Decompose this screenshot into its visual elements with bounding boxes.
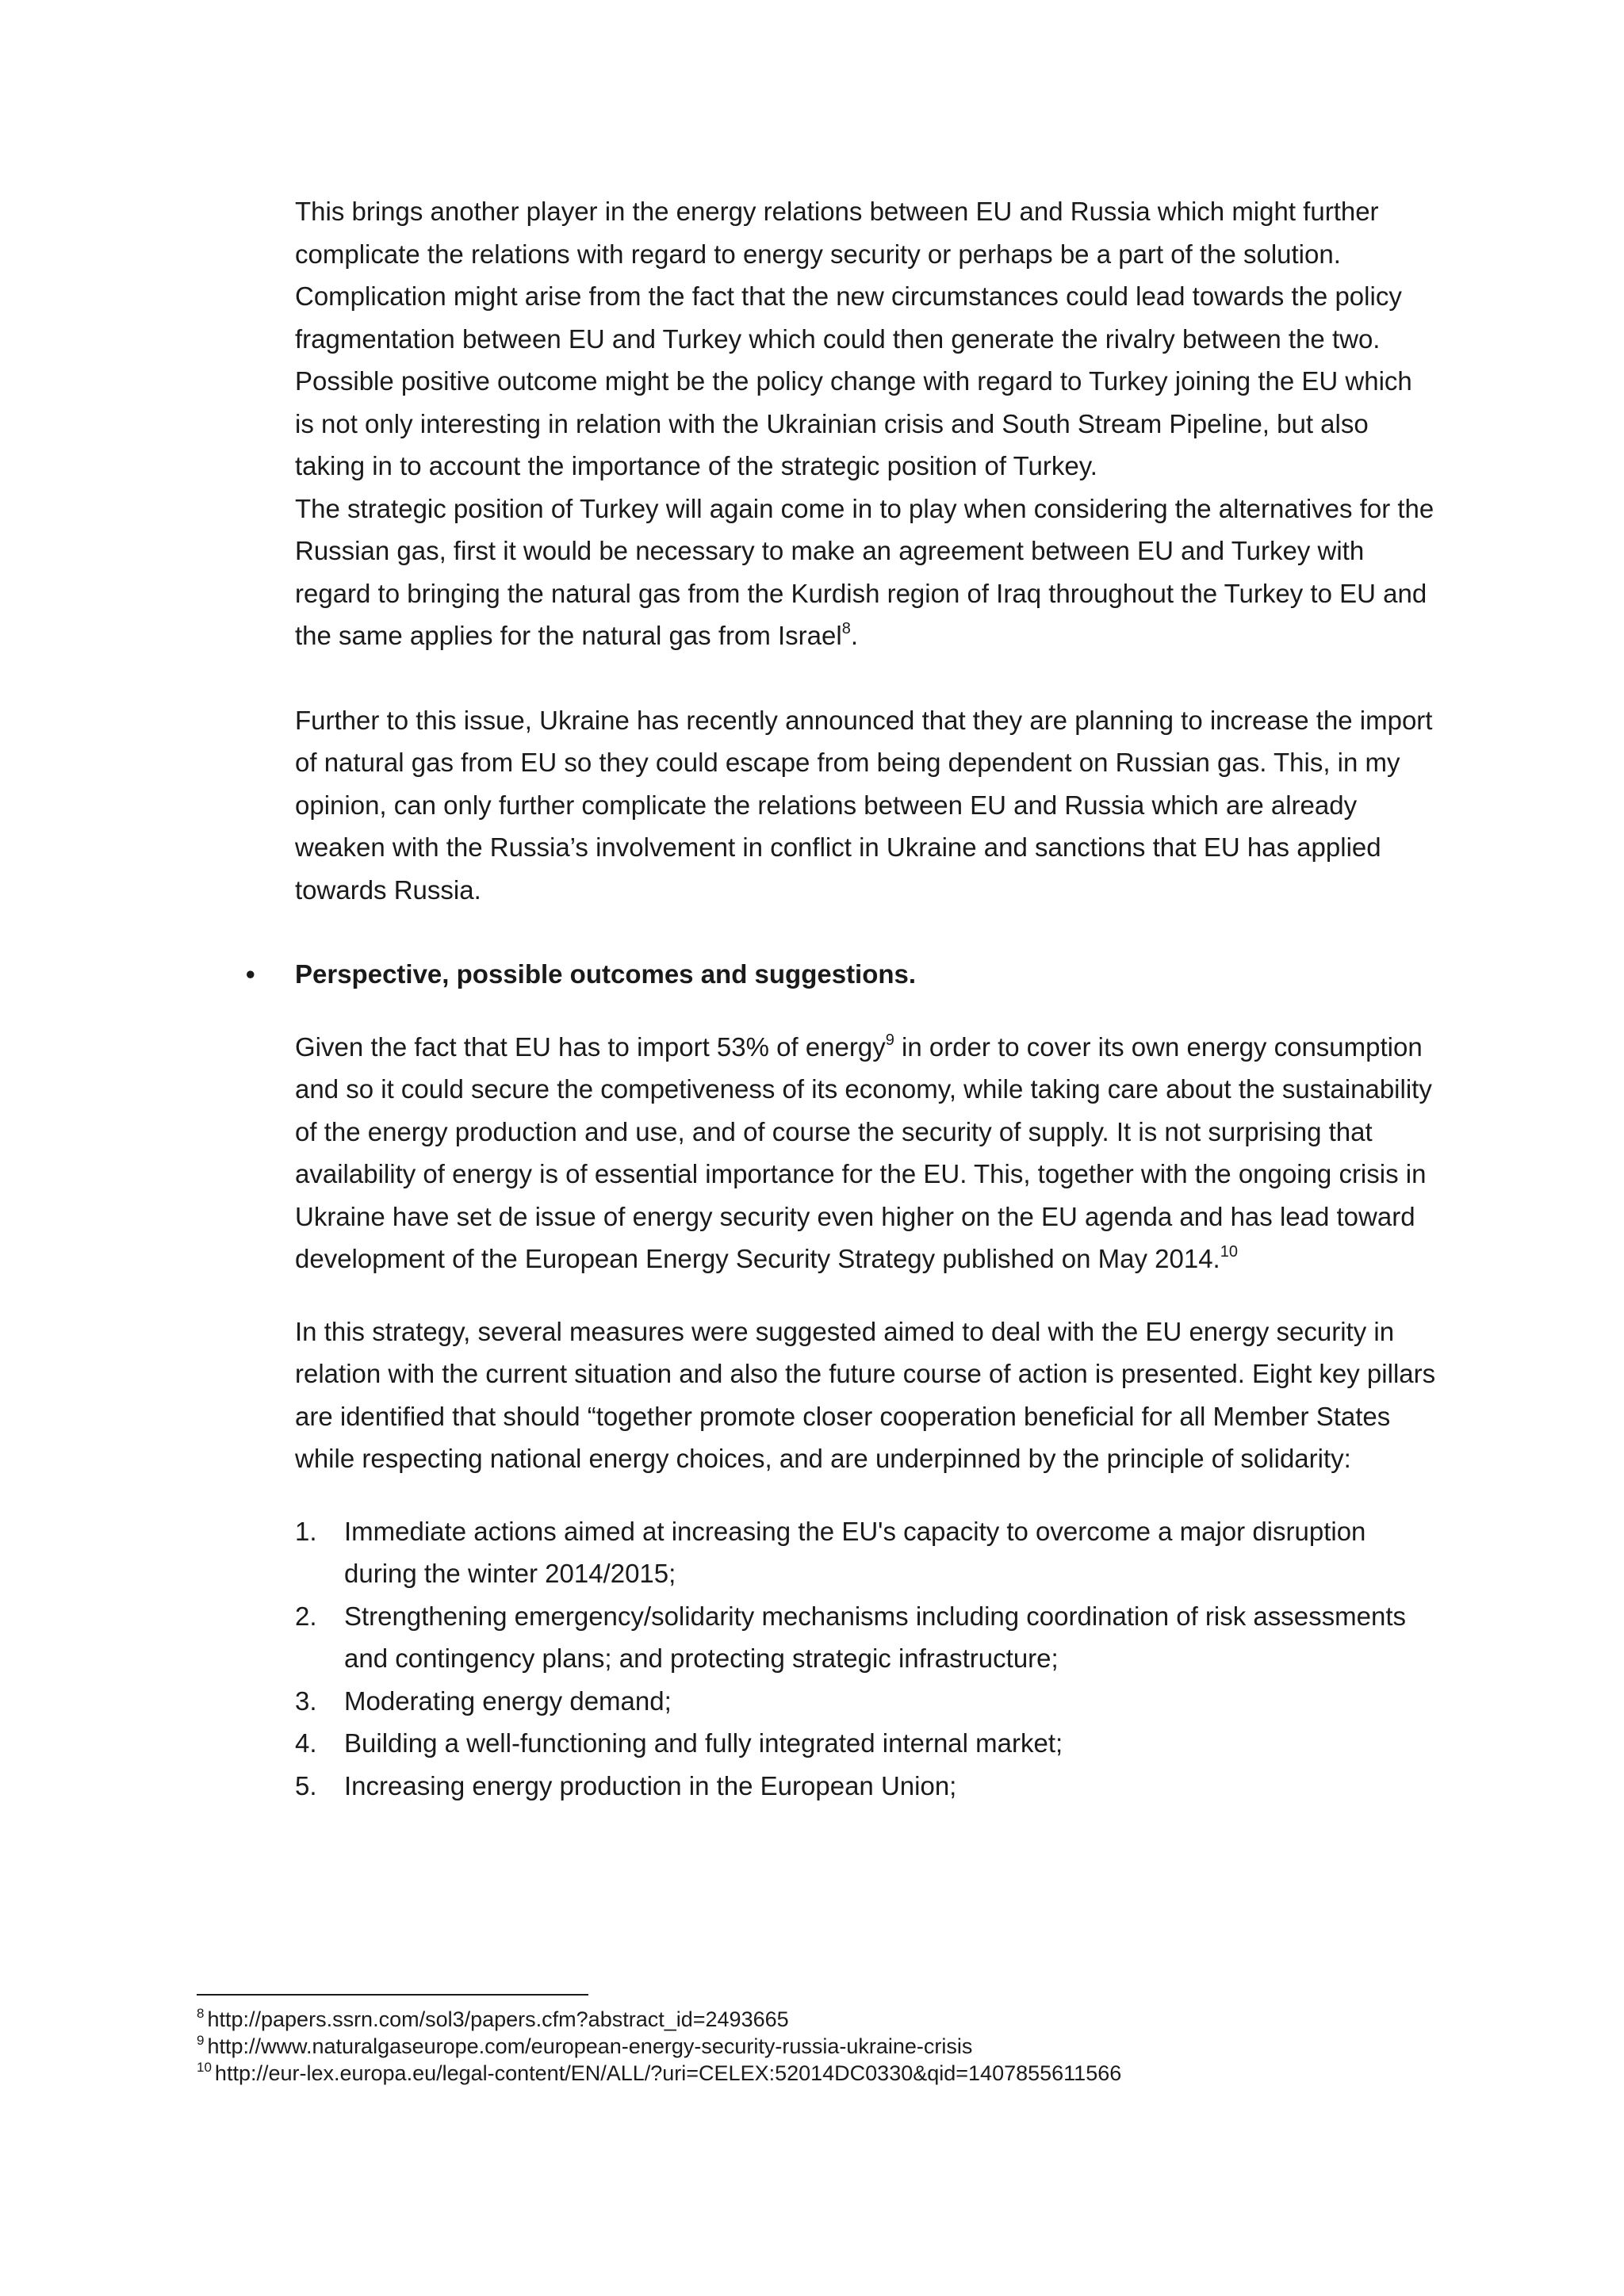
list-item-number: 4. [295,1728,317,1758]
list-item-text: Increasing energy production in the European Union; [344,1770,957,1800]
footnote-8 [197,2006,1465,2033]
paragraph-strategic-position [295,488,1437,657]
list-item-text: Immediate actions aimed at increasing the EU's capacity to overcome a major disruption during the winter 2014/2015; [344,1516,1366,1588]
spacer [295,1280,1437,1311]
list-item-text: Strengthening emergency/solidarity mechanisms including coordination of risk assessments and contingency plans; and protecting strategic infrastructure; [344,1601,1406,1673]
footnote-ref-10[interactable]: 10 [1220,1243,1238,1261]
list-item-number: 2. [295,1601,317,1631]
body-text [246,190,1437,1807]
footnote-separator [197,1994,588,1996]
footnote-number: 9 [197,2033,205,2048]
list-item-number: 1. [295,1516,317,1546]
list-item [295,1765,1437,1808]
footnote-number: 8 [197,2006,205,2021]
footnote-10 [197,2060,1465,2087]
list-item-number: 3. [295,1686,317,1716]
footnote-link[interactable]: http://eur-lex.europa.eu/legal-content/EN/ALL/?uri=CELEX:52014DC0330&qid=1407855611566 [214,2061,1122,2085]
list-item [295,1680,1437,1723]
footnote-ref-8[interactable]: 8 [841,620,851,637]
paragraph-strategic-position-end: . [850,621,858,650]
paragraph-energy-import-body: in order to cover its own energy consumption and so it could secure the competiveness of its economy, while taking care about the sustainability of the energy production and use, and of course the security of supply. It is not surprising that availability of energy is of essential importance for the EU. This, together with the ongoing crisis in Ukraine have set de issue of energy security even higher on the EU agenda and has lead toward development of the European Energy Security Strategy published on May 2014. [295,1031,1432,1273]
spacer [295,996,1437,1026]
paragraph-strategy: In this strategy, several measures were suggested aimed to deal with the EU energy security in relation with the current situation and also the future course of action is presented. Eight key pillars are identified that should “together promote closer cooperation beneficial for all Member States while respecting national energy choices, and are underpinned by the principle of solidarity: [295,1316,1436,1473]
pillars-list [295,1510,1437,1808]
footnote-link[interactable]: http://www.naturalgaseurope.com/european-energy-security-russia-ukraine-crisis [207,2034,973,2058]
bullet-icon: • [246,959,255,989]
list-item [295,1722,1437,1765]
paragraph-ukraine-import: Further to this issue, Ukraine has recently announced that they are planning to increase the import of natural gas from EU so they could escape from being dependent on Russian gas. This, in my opinion, can only further complicate the relations between EU and Russia which are already weaken with the Russia’s involvement in conflict in Ukraine and sanctions that EU has applied towards Russia. [295,705,1433,905]
list-item-text: Moderating energy demand; [344,1686,672,1716]
spacer [295,657,1437,699]
paragraph-positive-outcome: Possible positive outcome might be the policy change with regard to Turkey joining the EU which is not only interesting in relation with the Ukrainian crisis and South Stream Pipeline, but also taking in to account the importance of the strategic position of Turkey. [295,366,1412,480]
paragraph-complication: Complication might arise from the fact that the new circumstances could lead towards the policy fragmentation between EU and Turkey which could then generate the rivalry between the two. [295,281,1402,354]
spacer [295,911,1437,953]
footnote-ref-9[interactable]: 9 [885,1031,894,1049]
paragraph-energy-import-start: Given the fact that EU has to import 53% of energy [295,1031,886,1062]
section-heading-text: Perspective, possible outcomes and suggestions. [295,959,917,989]
footnotes [197,2006,1465,2087]
list-item-text: Building a well-functioning and fully integrated internal market; [344,1728,1063,1758]
list-item [295,1595,1437,1680]
paragraph-another-player: This brings another player in the energy relations between EU and Russia which might further complicate the relations with regard to energy security or perhaps be a part of the solution. [295,197,1379,269]
footnote-number: 10 [197,2060,212,2075]
spacer [295,1480,1437,1510]
footnote-9 [197,2033,1465,2060]
section-heading [246,953,1437,996]
paragraph-energy-import [295,1026,1437,1280]
list-item [295,1510,1437,1595]
footnote-link[interactable]: http://papers.ssrn.com/sol3/papers.cfm?abstract_id=2493665 [207,2007,789,2031]
list-item-number: 5. [295,1770,317,1800]
paragraph-strategic-position-text: The strategic position of Turkey will again come in to play when considering the alternatives for the Russian gas, first it would be necessary to make an agreement between EU and Turkey with regard to bringing the natural gas from the Kurdish region of Iraq throughout the Turkey to EU and the same applies for the natural gas from Israel [295,493,1434,650]
